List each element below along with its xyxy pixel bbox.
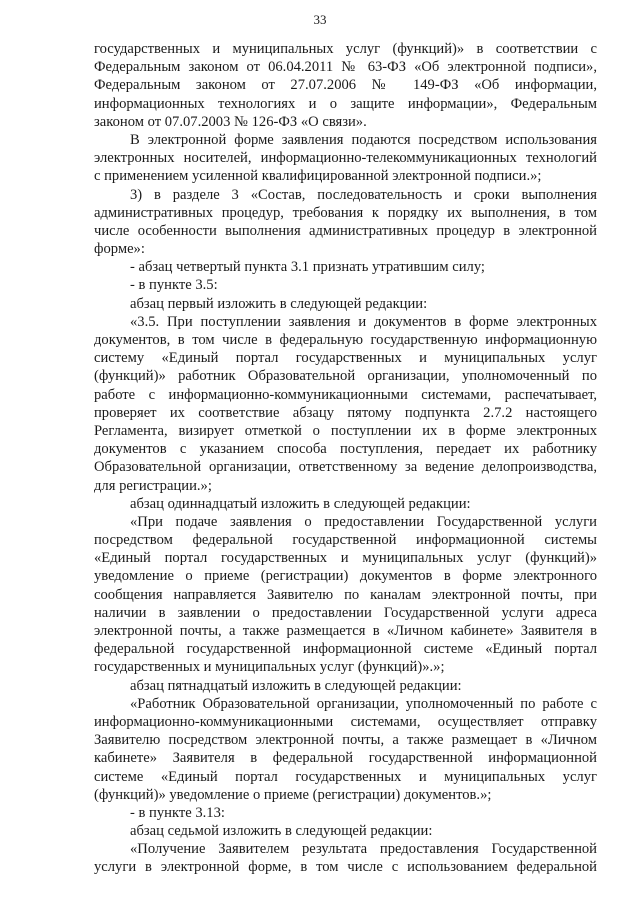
- text-line: форме»:: [94, 241, 145, 258]
- text-line: электронных носителей, информационно-телекоммуникационных технологий: [94, 150, 597, 167]
- text-line: «Работник Образовательной организации, уполномоченный по работе с: [130, 695, 597, 712]
- text-line: «При подаче заявления о предоставлении Государственной услуги: [130, 513, 597, 530]
- text-line: услуги в электронной форме, в том числе с использованием федеральной: [94, 859, 597, 876]
- text-line: числе особенности выполнения административных процедур в электронной: [94, 222, 597, 239]
- text-line: Федеральным законом от 06.04.2011 № 63-ФЗ «Об электронной подписи»,: [94, 59, 597, 76]
- text-line: - в пункте 3.13:: [130, 804, 225, 821]
- text-line: государственных и муниципальных услуг (функций)» в соответствии с: [94, 41, 597, 57]
- text-line: «3.5. При поступлении заявления и документов в форме электронных: [130, 313, 597, 330]
- text-line: проверяет их соответствие абзацу пятому подпункта 2.7.2 настоящего: [94, 404, 597, 421]
- text-line: для регистрации.»;: [94, 477, 212, 494]
- document-body: [94, 40, 597, 877]
- text-line: документов, в том числе в федеральную государственную информационную: [94, 332, 597, 348]
- text-line: государственных и муниципальных услуг (функций)».»;: [94, 659, 445, 676]
- text-line: с применением усиленной квалифицированной электронной подписи.»;: [94, 168, 542, 185]
- text-line: «Получение Заявителем результата предоставления Государственной: [130, 841, 597, 858]
- text-line: законом от 07.07.2003 № 126-ФЗ «О связи».: [94, 113, 367, 130]
- text-line: систему «Единый портал государственных и муниципальных услуг: [94, 350, 597, 367]
- text-line: Федеральным законом от 27.07.2006 № 149-ФЗ «Об информации,: [94, 77, 597, 94]
- text-line: документов с указанием способа поступления, передает их работнику: [94, 441, 597, 458]
- text-line: 3) в разделе 3 «Состав, последовательность и сроки выполнения: [130, 186, 597, 203]
- text-line: сообщения направляется Заявителю по каналам электронной почты, при: [94, 586, 597, 603]
- text-line: «Единый портал государственных и муниципальных услуг (функций)»: [94, 550, 597, 567]
- text-line: уведомление о приеме (регистрации) документов в форме электронного: [94, 568, 597, 585]
- text-line: (функций)» работник Образовательной организации, уполномоченный по: [94, 368, 597, 385]
- text-line: электронной почты, а также размещается в «Личном кабинете» Заявителя в: [94, 623, 597, 639]
- text-line: информационно-коммуникационными системами, осуществляет отправку: [94, 713, 597, 730]
- text-line: информационных технологиях и о защите информации», Федеральным: [94, 95, 597, 112]
- page-number: 33: [313, 12, 327, 27]
- text-line: кабинете» Заявителя в федеральной государственной информационной: [94, 750, 597, 767]
- text-line: абзац пятнадцатый изложить в следующей редакции:: [130, 677, 462, 694]
- text-line: (функций)» уведомление о приеме (регистрации) документов.»;: [94, 786, 492, 803]
- text-line: федеральной государственной информационной системе «Единый портал: [94, 641, 597, 658]
- text-line: Заявителю посредством электронной почты, а также размещает в «Личном: [94, 732, 597, 749]
- text-line: Регламента, визирует отметкой о поступлении их в форме электронных: [94, 422, 597, 439]
- text-line: административных процедур, требования к порядку их выполнения, в том: [94, 204, 597, 221]
- text-line: системе «Единый портал государственных и муниципальных услуг: [94, 768, 597, 785]
- text-line: - в пункте 3.5:: [130, 277, 218, 294]
- text-line: В электронной форме заявления подаются посредством использования: [130, 131, 597, 148]
- text-line: абзац первый изложить в следующей редакции:: [130, 295, 428, 312]
- text-line: работе с информационно-коммуникационными системами, распечатывает,: [94, 386, 597, 403]
- text-line: абзац одиннадцатый изложить в следующей редакции:: [130, 495, 471, 512]
- text-line: абзац седьмой изложить в следующей редакции:: [130, 823, 433, 840]
- text-line: посредством федеральной государственной информационной системы: [94, 532, 597, 549]
- text-line: Образовательной организации, ответственному за ведение делопроизводства,: [94, 459, 597, 476]
- text-line: наличии в заявлении о предоставлении Государственной услуги адреса: [94, 604, 597, 621]
- text-line: - абзац четвертый пункта 3.1 признать утратившим силу;: [130, 259, 485, 276]
